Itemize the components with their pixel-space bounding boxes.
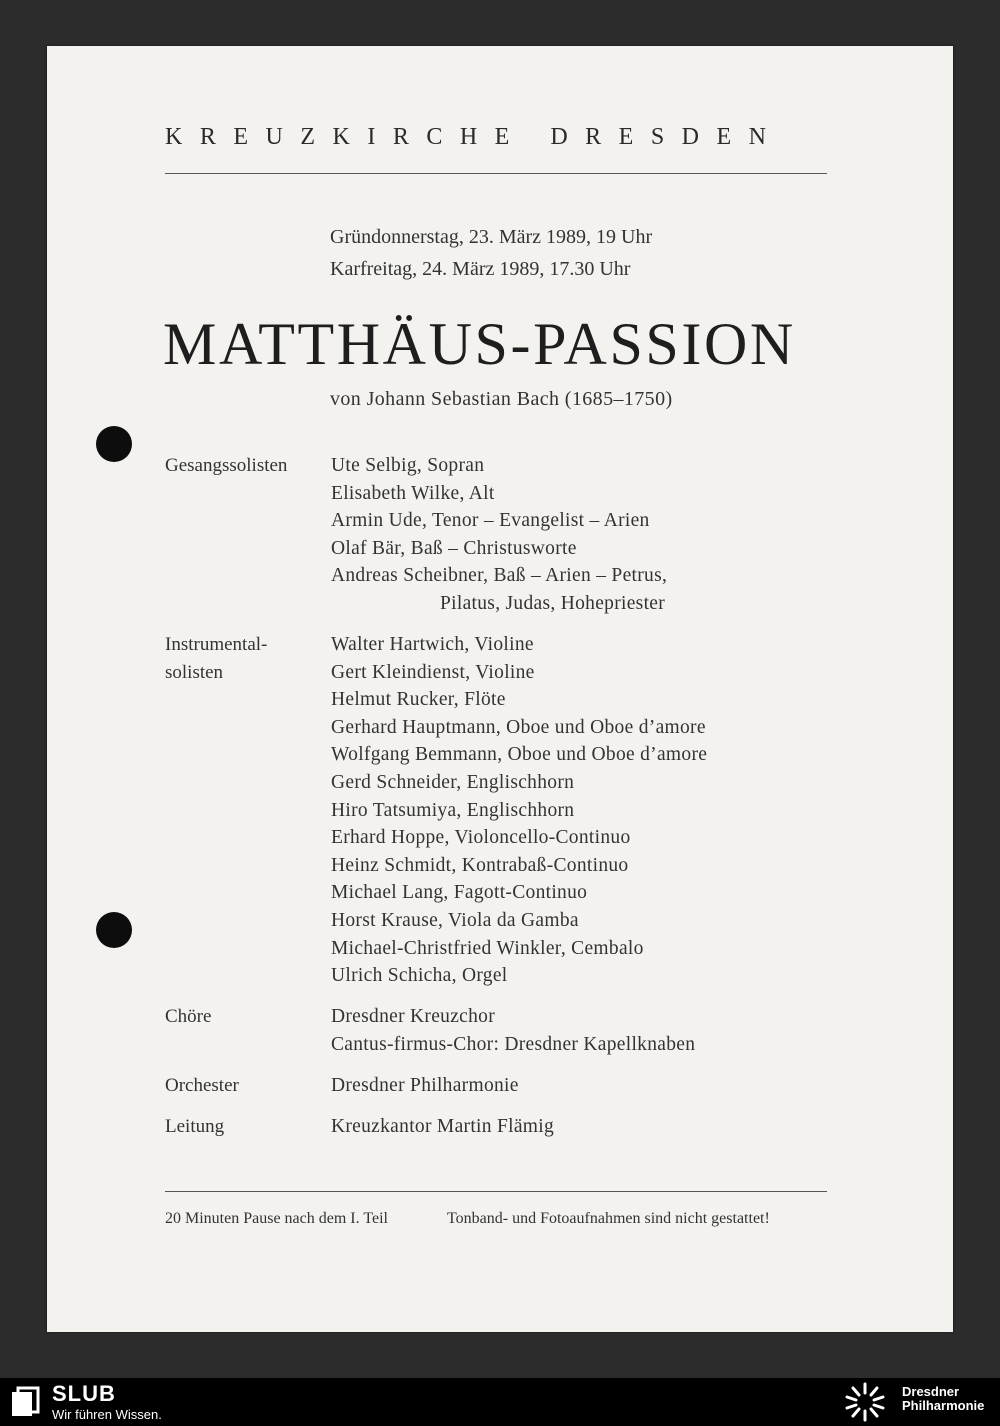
pause-note: 20 Minuten Pause nach dem I. Teil bbox=[165, 1210, 388, 1227]
list-item: Wolfgang Bemmann, Oboe und Oboe d’amore bbox=[331, 744, 708, 766]
slub-logo-icon bbox=[10, 1386, 40, 1418]
footer-rule bbox=[165, 1191, 827, 1192]
partner-name-line-1: Dresdner bbox=[902, 1384, 960, 1399]
list-item-continuation: Pilatus, Judas, Hohepriester bbox=[440, 592, 666, 614]
slub-name: SLUB bbox=[52, 1381, 116, 1406]
list-item: Armin Ude, Tenor – Evangelist – Arien bbox=[331, 510, 650, 532]
list-item: Elisabeth Wilke, Alt bbox=[331, 482, 495, 504]
list-item: Horst Krause, Viola da Gamba bbox=[331, 909, 579, 931]
section-label: Leitung bbox=[165, 1116, 225, 1137]
list-item: Gert Kleindienst, Violine bbox=[331, 661, 535, 683]
list-item: Dresdner Kreuzchor bbox=[331, 1006, 496, 1027]
list-item: Andreas Scheibner, Baß – Arien – Petrus, bbox=[331, 565, 668, 587]
punch-hole-top bbox=[96, 426, 132, 462]
list-item: Helmut Rucker, Flöte bbox=[331, 689, 506, 711]
list-item: Heinz Schmidt, Kontrabaß-Continuo bbox=[331, 854, 629, 876]
recording-note: Tonband- und Fotoaufnahmen sind nicht gestattet! bbox=[447, 1210, 770, 1227]
venue-header: KREUZKIRCHE DRESDEN bbox=[165, 124, 784, 150]
program-sheet bbox=[47, 46, 953, 1332]
philharmonie-logo-icon bbox=[838, 1382, 892, 1422]
list-item: Ute Selbig, Sopran bbox=[331, 455, 485, 476]
list-item: Cantus-firmus-Chor: Dresdner Kapellknaben bbox=[331, 1033, 696, 1055]
list-item: Michael-Christfried Winkler, Cembalo bbox=[331, 937, 644, 959]
date-line-1: Gründonnerstag, 23. März 1989, 19 Uhr bbox=[330, 226, 653, 248]
entry-list bbox=[331, 1072, 851, 1100]
header-rule bbox=[165, 173, 827, 174]
section-label bbox=[165, 631, 325, 686]
entry-list bbox=[331, 1113, 851, 1141]
section-label-line-1: Instrumental- bbox=[165, 634, 268, 655]
list-item: Hiro Tatsumiya, Englischhorn bbox=[331, 799, 575, 821]
slub-tagline: Wir führen Wissen. bbox=[52, 1407, 162, 1422]
section-label: Orchester bbox=[165, 1075, 239, 1096]
list-item: Olaf Bär, Baß – Christusworte bbox=[331, 537, 577, 559]
list-item: Gerd Schneider, Englischhorn bbox=[331, 771, 575, 793]
list-item: Erhard Hoppe, Violoncello-Continuo bbox=[331, 827, 631, 849]
list-item: Michael Lang, Fagott-Continuo bbox=[331, 882, 588, 904]
section-label: Chöre bbox=[165, 1006, 212, 1027]
partner-name-line-2: Philharmonie bbox=[902, 1398, 985, 1413]
work-title: MATTHÄUS-PASSION bbox=[163, 311, 796, 377]
entry-list bbox=[331, 1003, 851, 1058]
section-label-line-2: solisten bbox=[165, 661, 224, 683]
list-item: Ulrich Schicha, Orgel bbox=[331, 965, 508, 987]
list-item: Walter Hartwich, Violine bbox=[331, 634, 534, 655]
punch-hole-bottom bbox=[96, 912, 132, 948]
list-item: Dresdner Philharmonie bbox=[331, 1075, 519, 1096]
entry-list bbox=[331, 631, 851, 990]
composer-line: von Johann Sebastian Bach (1685–1750) bbox=[330, 388, 673, 410]
entry-list bbox=[331, 452, 851, 618]
list-item: Gerhard Hauptmann, Oboe und Oboe d’amore bbox=[331, 716, 706, 738]
date-line-2: Karfreitag, 24. März 1989, 17.30 Uhr bbox=[330, 258, 631, 280]
list-item: Kreuzkantor Martin Flämig bbox=[331, 1116, 555, 1137]
section-label: Gesangssolisten bbox=[165, 455, 288, 476]
archive-footer-bar bbox=[0, 1378, 1000, 1426]
